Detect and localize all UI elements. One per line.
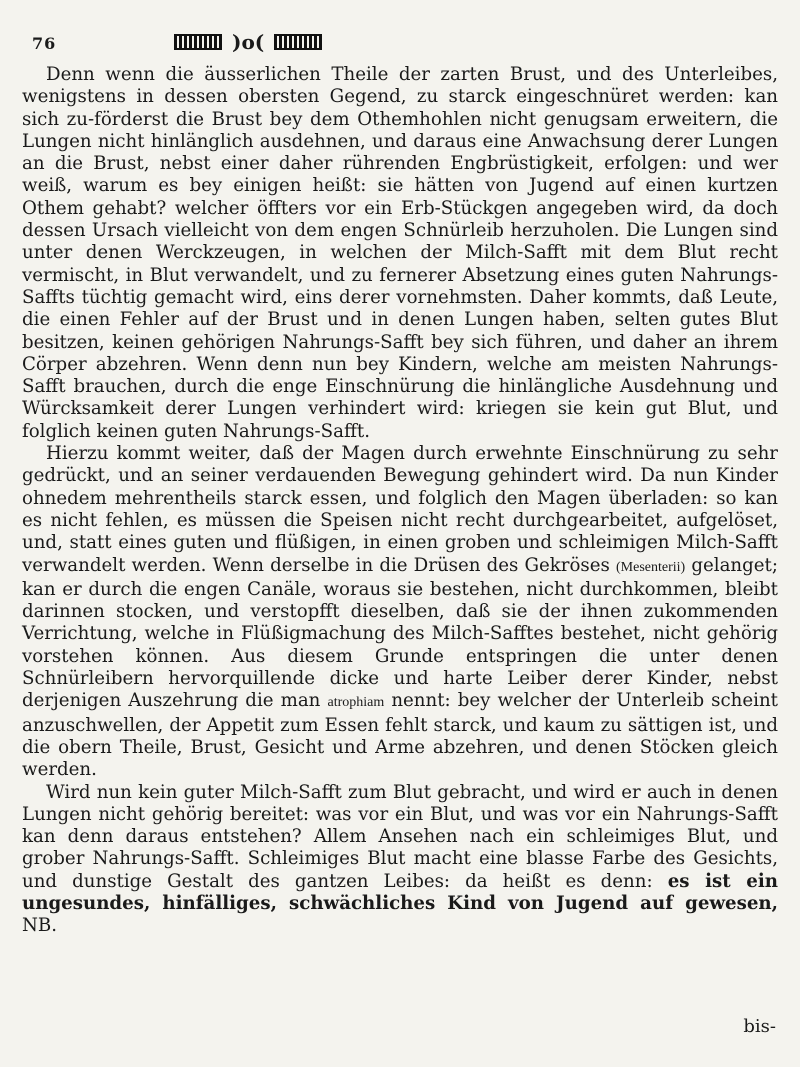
emphasized-phrase: es ist ein ungesundes, hinfälliges, schwächliches Kind von Jugend auf gewesen, (22, 870, 778, 914)
catchword: bis- (743, 1016, 776, 1037)
latin-term-atrophiam: atrophiam (327, 695, 385, 711)
ornament-left-icon (174, 34, 222, 50)
paragraph-3 (22, 782, 778, 938)
paragraph-1-text: Denn wenn die äusserlichen Theile der zarten Brust, und des Unterleibes, wenigstens in dessen obersten Gegend, zu starck eingeschnüret werden: kan sich zu-förderst die Brust bey dem Othemhohlen nicht genugsam erweitern, die Lungen nicht hinlänglich ausdehnen, und daraus eine Anwachsung derer Lungen an die Brust, nebst einer daher rührenden Engbrüstigkeit, erfolgen: und wer weiß, warum es bey einigen heißt: sie hätten von Jugend auf einen kurtzen Othem gehabt? welcher öffters vor ein Erb-Stückgen angegeben wird, da doch dessen Ursach vielleicht von dem engen Schnürleib herzuholen. Die Lungen sind unter denen Werckzeugen, in welchen der Milch-Safft mit dem Blut recht vermischt, in Blut verwandelt, und zu fernerer Absetzung eines guten Nahrungs-Saffts tüchtig gemacht wird, eins derer vornehmsten. Daher kommts, daß Leute, die einen Fehler auf der Brust und in denen Lungen haben, selten gutes Blut besitzen, keinen gehörigen Nahrungs-Safft bey sich führen, und daher an ihrem Cörper abzehren. Wenn denn nun bey Kindern, welche am meisten Nahrungs-Safft brauchen, durch die enge Einschnürung die hinlängliche Ausdehnung und Würcksamkeit derer Lungen verhindert wird: kriegen sie kein gut Blut, und folglich keinen guten Nahrungs-Safft. (22, 64, 778, 442)
header-ornament (174, 30, 322, 54)
paragraph-1 (22, 64, 778, 443)
ornament-right-icon (274, 34, 322, 50)
paragraph-2-text-c: nennt: bey welcher der Unterleib scheint anzuschwellen, der Appetit zum Essen fehlt starck, und kaum zu sättigen ist, und die obern Theile, Brust, Gesicht und Arme abzehren, und denen Stöcken gleich werden. (22, 690, 778, 781)
page-header (22, 28, 778, 52)
nota-bene-mark: NB. (22, 915, 58, 937)
paragraph-3-text-a: Wird nun kein guter Milch-Safft zum Blut gebracht, und wird er auch in denen Lungen nicht gehörig bereitet: was vor ein Blut, und was vor ein Nahrungs-Safft kan denn daraus entstehen? Allem Ansehen nach ein schleimiges Blut, und grober Nahrungs-Safft. Schleimiges Blut macht eine blasse Farbe des Gesichts, und dunstige Gestalt des gantzen Leibes: da heißt es denn: (22, 781, 778, 892)
page-number: 76 (32, 34, 57, 53)
ornament-center: )o( (232, 30, 265, 54)
paragraph-2-text-a: Hierzu kommt weiter, daß der Magen durch erwehnte Einschnürung zu sehr gedrückt, und an seiner verdauenden Bewegung gehindert wird. Da nun Kinder ohnedem mehrentheils starck essen, und folglich den Magen überladen: so kan es nicht fehlen, es müssen die Speisen nicht recht durchgearbeitet, aufgelöset, und, statt eines guten und flüßigen, in einen groben und schleimigen Milch-Safft verwandelt werden. Wenn derselbe in die Drüsen des Gekröses (22, 443, 778, 576)
paragraph-2-text-b: gelanget; kan er durch die engen Canäle, woraus sie bestehen, nicht durchkommen, bleibt darinnen stocken, und verstopfft dieselben, daß sie der ihnen zukommenden Verrichtung, welche in Flüßigmachung des Milch-Safftes bestehet, nicht gehörig vorstehen können. Aus diesem Grunde entspringen die unter denen Schnürleibern hervorquillende dicke und harte Leiber derer Kinder, nebst derjenigen Auszehrung die man (22, 554, 778, 712)
body-text (22, 64, 778, 938)
latin-term-mesenterii: (Mesenterii) (616, 559, 686, 575)
paragraph-2 (22, 443, 778, 781)
